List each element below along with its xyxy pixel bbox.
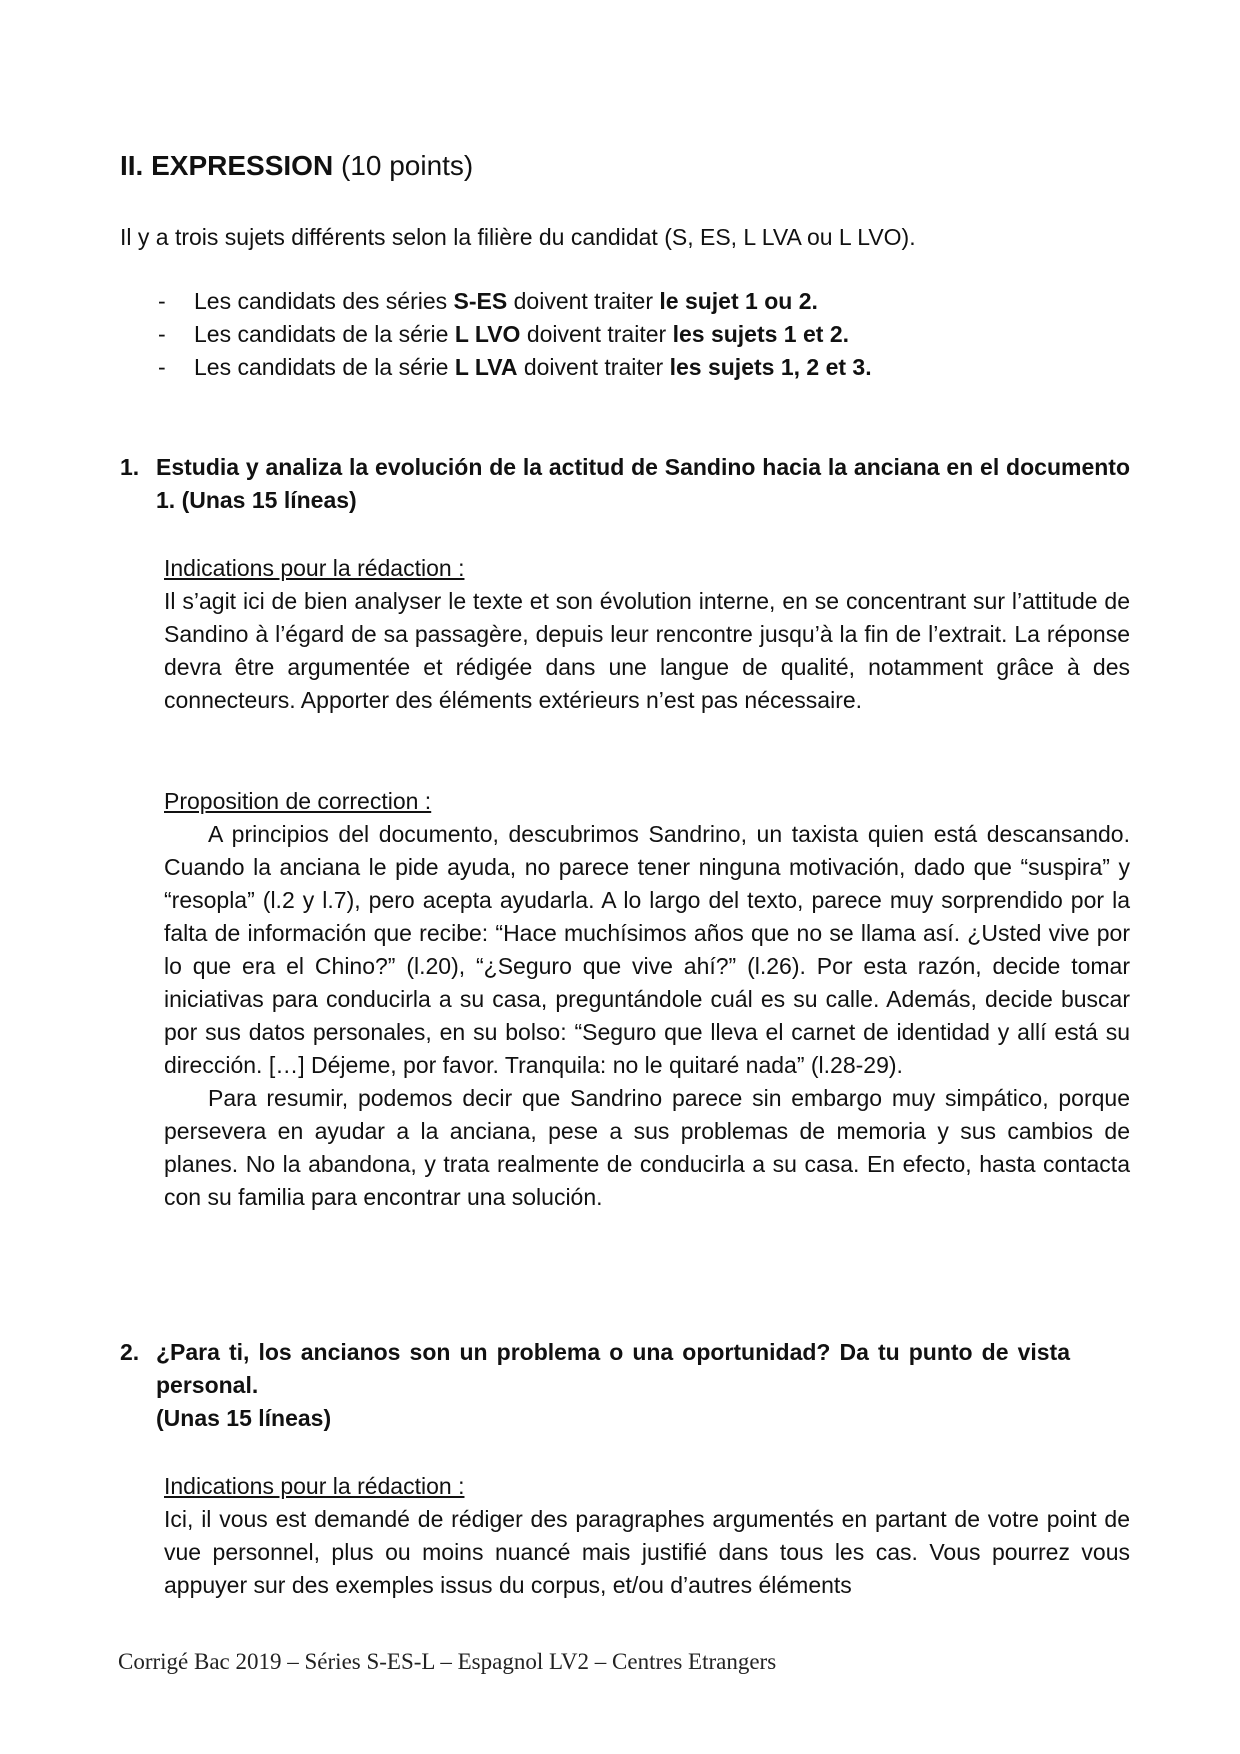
intro-paragraph: Il y a trois sujets différents selon la filière du candidat (S, ES, L LVA ou L LVO). bbox=[120, 224, 916, 250]
rule-subjects: le sujet 1 ou 2. bbox=[659, 288, 818, 314]
indications-label: Indications pour la rédaction : bbox=[164, 1473, 465, 1499]
rule-text: doivent traiter bbox=[507, 288, 660, 314]
indications-text: Il s’agit ici de bien analyser le texte et son évolution interne, en se concentrant sur l’attitude de Sandino à l’égard de sa passagère, depuis leur rencontre jusqu’à la fin de l’extrait. La réponse devra être argumentée et rédigée dans une langue de qualité, notamment grâce à des connecteurs. Apporter des éléments extérieurs n’est pas nécessaire. bbox=[164, 588, 1130, 713]
rule-series: L LVO bbox=[454, 321, 521, 347]
rule-subjects: les sujets 1, 2 et 3. bbox=[669, 354, 872, 380]
q2-indications bbox=[164, 1470, 1130, 1602]
q1-correction bbox=[164, 785, 1130, 1214]
rule-series: S-ES bbox=[453, 288, 508, 314]
rule-series: L LVA bbox=[454, 354, 518, 380]
correction-paragraph: Para resumir, podemos decir que Sandrino parece sin embargo muy simpático, porque persevera en ayudar a la anciana, pese a sus problemas de memoria y sus cambios de planes. No la abandona, y trata realmente de conducirla a su casa. En efecto, hasta contacta con su familia para encontrar una solución. bbox=[164, 1085, 1130, 1210]
q1-indications bbox=[164, 552, 1130, 717]
rule-bullet: - bbox=[158, 321, 166, 347]
rule-item bbox=[158, 285, 1158, 318]
question-2 bbox=[120, 1336, 1130, 1435]
correction-paragraph: A principios del documento, descubrimos Sandrino, un taxista quien está descansando. Cuando la anciana le pide ayuda, no parece tener ninguna motivación, dado que “suspira” y “resopla” (l.2 y l.7), pero acepta ayudarla. A lo largo del texto, parece muy sorprendido por la falta de información que recibe: “Hace muchísimos años que no se llama así. ¿Usted vive por lo que era el Chino?” (l.20), “¿Seguro que vive ahí?” (l.26). Por esta razón, decide tomar iniciativas para conducirla a su casa, preguntándole cuál es su calle. Además, decide buscar por sus datos personales, en su bolso: “Seguro que lleva el carnet de identidad y allí está su dirección. […] Déjeme, por favor. Tranquila: no le quitaré nada” (l.28-29). bbox=[164, 821, 1130, 1078]
rule-bullet: - bbox=[158, 354, 166, 380]
section-title: II. EXPRESSION bbox=[120, 150, 334, 181]
section-points: (10 points) bbox=[333, 150, 474, 181]
rule-subjects: les sujets 1 et 2. bbox=[672, 321, 850, 347]
rule-bullet: - bbox=[158, 288, 166, 314]
question-number: 2. bbox=[120, 1339, 140, 1365]
correction-label: Proposition de correction : bbox=[164, 788, 432, 814]
page-footer: Corrigé Bac 2019 – Séries S-ES-L – Espagnol LV2 – Centres Etrangers bbox=[118, 1649, 777, 1674]
rule-item bbox=[158, 351, 1158, 384]
rule-text: Les candidats de la série bbox=[194, 321, 455, 347]
question-length: (Unas 15 líneas) bbox=[156, 1405, 332, 1431]
indications-label: Indications pour la rédaction : bbox=[164, 555, 465, 581]
indications-text: Ici, il vous est demandé de rédiger des paragraphes argumentés en partant de votre point de vue personnel, plus ou moins nuancé mais justifié dans tous les cas. Vous pourrez vous appuyer sur des exemples issus du corpus, et/ou d’autres éléments bbox=[164, 1506, 1130, 1598]
rules-list bbox=[158, 285, 1158, 384]
rule-text: doivent traiter bbox=[517, 354, 670, 380]
rule-item bbox=[158, 318, 1158, 351]
rule-text: Les candidats de la série bbox=[194, 354, 455, 380]
question-text: Estudia y analiza la evolución de la actitud de Sandino hacia la anciana en el documento 1. (Unas 15 líneas) bbox=[156, 454, 1130, 513]
question-1 bbox=[120, 451, 1130, 517]
rule-text: Les candidats des séries bbox=[194, 288, 454, 314]
section-heading bbox=[120, 148, 473, 184]
question-number: 1. bbox=[120, 454, 140, 480]
question-text: ¿Para ti, los ancianos son un problema o una oportunidad? Da tu punto de vista personal. bbox=[156, 1339, 1070, 1398]
rule-text: doivent traiter bbox=[520, 321, 673, 347]
